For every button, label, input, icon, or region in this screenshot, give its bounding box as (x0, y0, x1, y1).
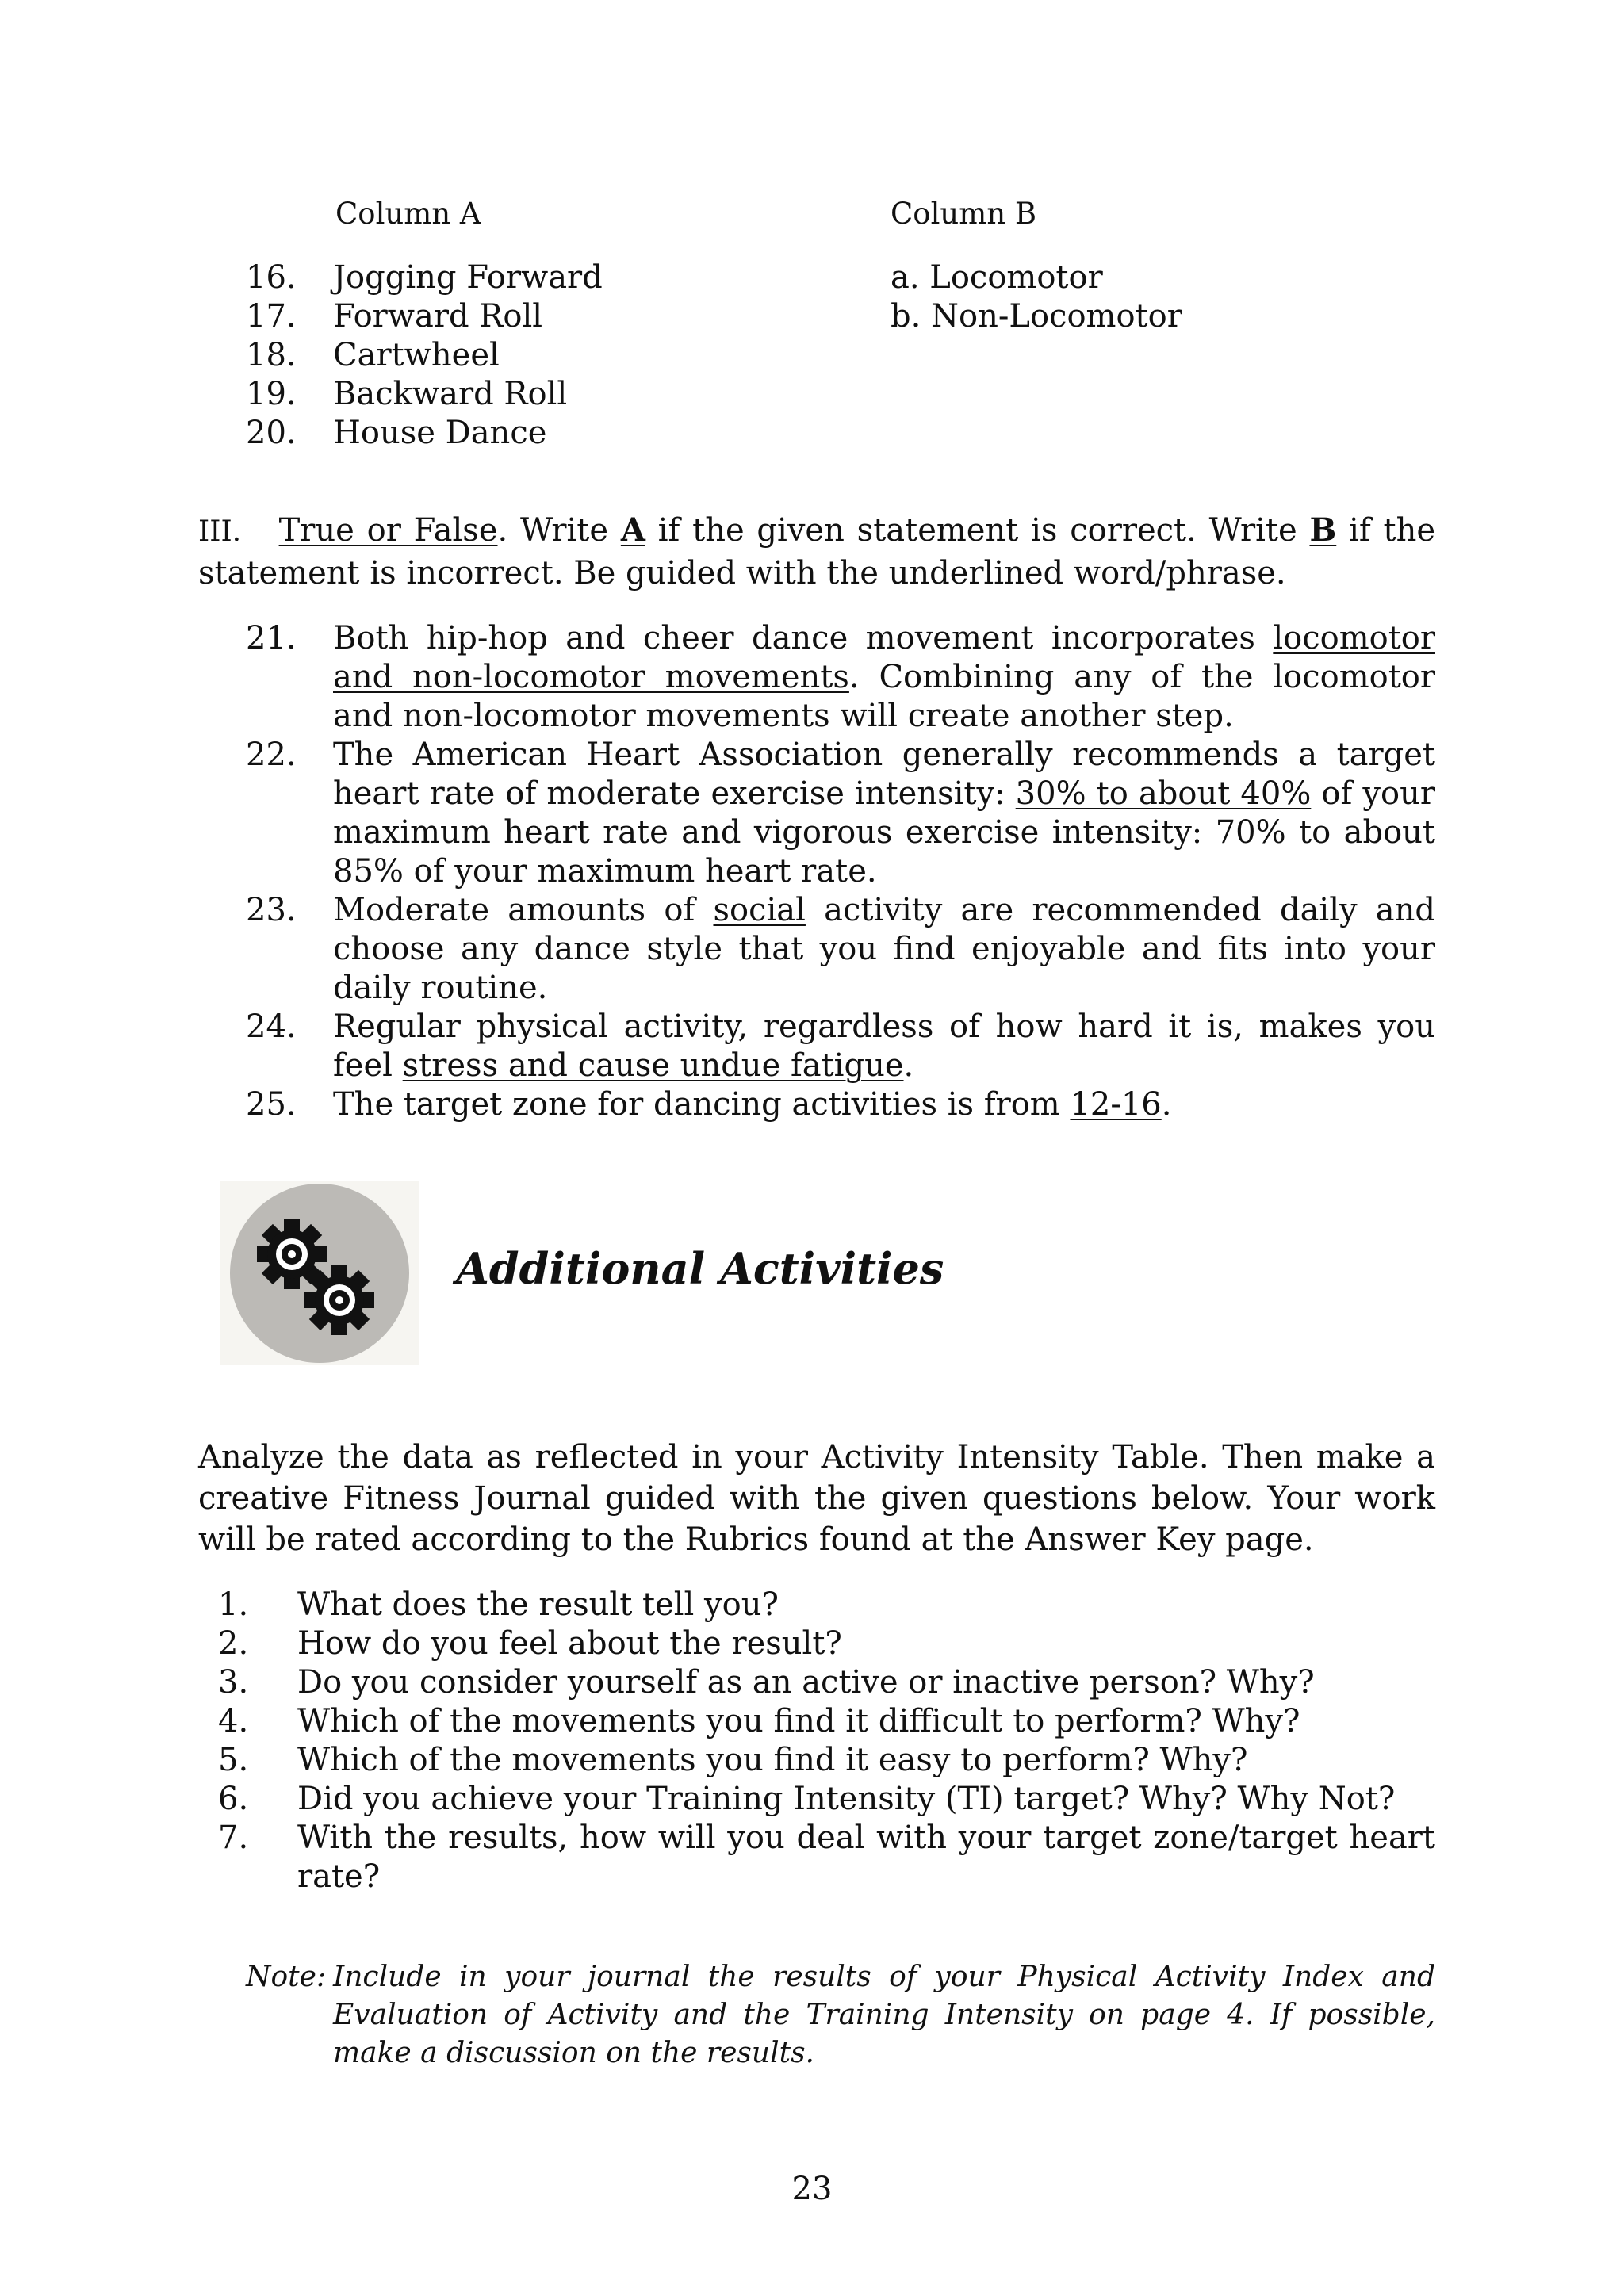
gears-icon (220, 1181, 419, 1365)
list-item: 16. Jogging Forward (246, 259, 603, 296)
column-a-list (246, 258, 603, 453)
true-false-title: True or False (278, 512, 498, 549)
list-item: 20. House Dance (246, 415, 547, 451)
list-item: a. Locomotor (891, 259, 1103, 296)
section-heading: Additional Activities (456, 1243, 944, 1294)
list-item: b. Non-Locomotor (891, 298, 1182, 335)
column-a-header: Column A (335, 197, 481, 231)
note-label: Note: (246, 1961, 327, 1993)
true-false-instructions: III. True or False. Write A if the given statement is correct. Write B if the statement is incorrect. Be guided with the underlined word/phrase. (198, 511, 1435, 591)
list-item: 19. Backward Roll (246, 376, 568, 412)
list-item: 18. Cartwheel (246, 337, 500, 373)
list-item: 17. Forward Roll (246, 298, 543, 335)
page-number: 23 (791, 2171, 833, 2207)
column-b-list (891, 258, 1182, 336)
column-b-header: Column B (891, 197, 1037, 231)
note-text: Include in your journal the results of your Physical Activity Index and Evaluation of Activity and the Training Intensity on page 4. If possible, make a discussion on the results. (333, 1961, 1435, 2069)
additional-intro: Analyze the data as reflected in your Activity Intensity Table. Then make a creative Fitness Journal guided with the given questions below. Your work will be rated according to the Rubrics found at the Answer Key page. (198, 1439, 1435, 1558)
